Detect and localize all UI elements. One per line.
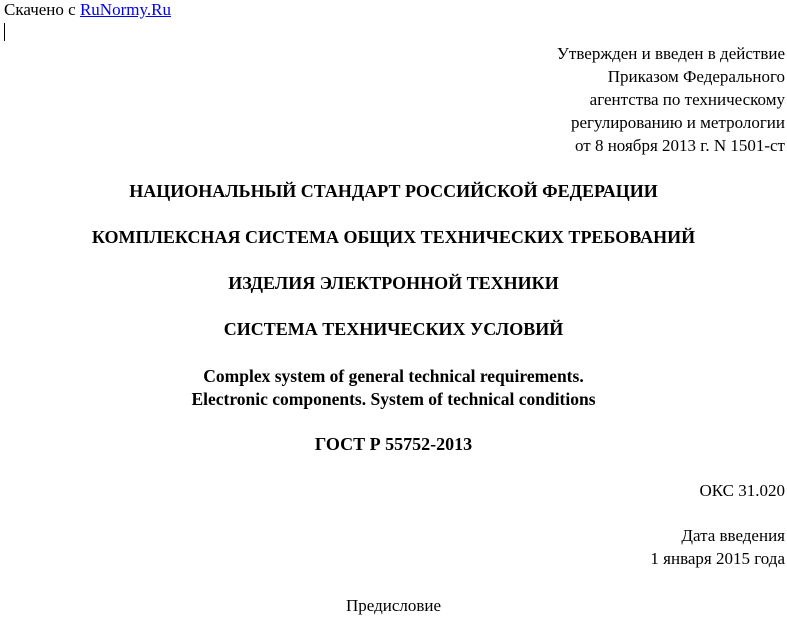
title-technical-conditions: СИСТЕМА ТЕХНИЧЕСКИХ УСЛОВИЙ xyxy=(223,319,564,339)
oks-code: ОКС 31.020 xyxy=(699,481,785,500)
english-title-line-1: Complex system of general technical requirements. xyxy=(203,366,584,386)
section-heading-foreword: Предисловие xyxy=(345,596,442,615)
title-national-standard: НАЦИОНАЛЬНЫЙ СТАНДАРТ РОССИЙСКОЙ ФЕДЕРАЦИИ xyxy=(129,181,658,201)
standard-number: ГОСТ Р 55752-2013 xyxy=(314,434,473,454)
title-electronic-products: ИЗДЕЛИЯ ЭЛЕКТРОННОЙ ТЕХНИКИ xyxy=(228,273,559,293)
english-title-line-2: Electronic components. System of technical conditions xyxy=(191,389,596,409)
text-cursor xyxy=(4,23,5,41)
approval-line-2: Приказом Федерального xyxy=(607,67,785,86)
approval-line-4: регулированию и метрологии xyxy=(570,113,785,132)
approval-line-1: Утвержден и введен в действие xyxy=(556,44,785,63)
runormy-link[interactable]: RuNormy.Ru xyxy=(79,0,171,19)
downloaded-from-label: Скачено с xyxy=(4,0,80,19)
title-complex-system: КОМПЛЕКСНАЯ СИСТЕМА ОБЩИХ ТЕХНИЧЕСКИХ ТРЕБОВАНИЙ xyxy=(91,227,696,247)
intro-date-label: Дата введения xyxy=(681,526,785,545)
downloaded-from-note xyxy=(4,0,171,20)
approval-line-3: агентства по техническому xyxy=(589,90,785,109)
intro-date-value: 1 января 2015 года xyxy=(650,549,785,568)
approval-line-5: от 8 ноября 2013 г. N 1501-ст xyxy=(575,136,785,155)
